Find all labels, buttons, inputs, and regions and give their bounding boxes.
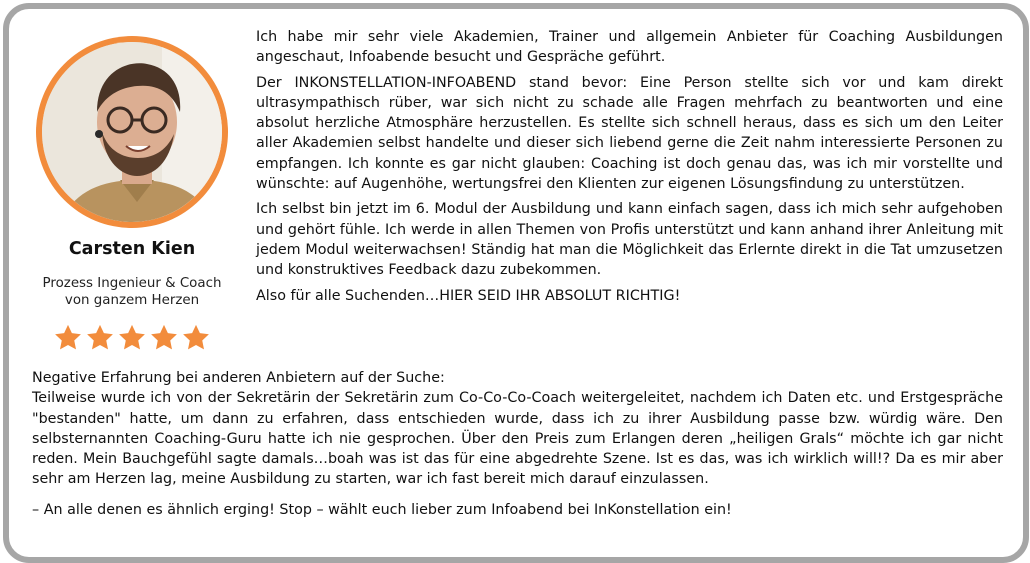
- negative-experience: [32, 368, 1003, 520]
- testimonial-paragraph: Also für alle Suchenden…HIER SEID IHR ABSOLUT RICHTIG!: [256, 287, 681, 304]
- star-icon: [117, 323, 147, 353]
- negative-heading: Negative Erfahrung bei anderen Anbietern auf der Suche:: [32, 370, 445, 386]
- author-role: [9, 275, 255, 309]
- star-icon: [85, 323, 115, 353]
- avatar-ring: [36, 36, 228, 228]
- author-role-line2: von ganzem Herzen: [64, 293, 200, 308]
- closing-statement: – An alle denen es ähnlich erging! Stop – wählt euch lieber zum Infoabend bei InKonstellation ein!: [32, 501, 732, 518]
- star-icon: [149, 323, 179, 353]
- author-name: Carsten Kien: [68, 239, 196, 259]
- testimonial-card: [3, 3, 1029, 563]
- avatar: [42, 42, 222, 222]
- testimonial-paragraph: Ich habe mir sehr viele Akademien, Trainer und allgemein Anbieter für Coaching Ausbildungen angeschaut, Infoabende besucht und Gespräche geführt.: [256, 29, 1003, 66]
- negative-text: Teilweise wurde ich von der Sekretärin der Sekretärin zum Co-Co-Co-Coach weitergeleitet, nachdem ich Daten etc. und Erstgespräche "bestanden" hatte, um dann zu erfahren, dass entschieden wurde, dass ich zu ihrer Ausbildung passe bzw. würdig wäre. Den selbsternannten Coaching-Guru hatte ich nie gesprochen. Über den Preis zum Erlangen deren „heiligen Grals“ möchte ich gar nicht reden. Mein Bauchgefühl sagte damals…boah was ist das für eine abgedrehte Szene. Ist es das, was ich wirklich will!? Da es mir aber sehr am Herzen lag, meine Ausbildung zu starten, war ich fast bereit mich darauf einzulassen.: [32, 390, 1003, 488]
- testimonial-body: [256, 27, 1003, 311]
- avatar-photo: [42, 42, 222, 222]
- star-rating: [53, 323, 211, 353]
- star-icon: [53, 323, 83, 353]
- author-role-line1: Prozess Ingenieur & Coach: [42, 276, 222, 291]
- star-icon: [181, 323, 211, 353]
- testimonial-paragraph: Ich selbst bin jetzt im 6. Modul der Ausbildung und kann einfach sagen, dass ich mich sehr aufgehoben und gehört fühle. Ich werde in allen Themen von Profis unterstützt und kann anhand ihrer Anleitung mit jedem Modul weiterwachsen! Ständig hat man die Möglichkeit das Erlernte direkt in die Tat umzusetzen und konstruktives Feedback dazu zubekommen.: [256, 201, 1003, 279]
- testimonial-paragraph: Der INKONSTELLATION-INFOABEND stand bevor: Eine Person stellte sich vor und kam direkt ultrasympathisch rüber, war sich nicht zu schade alle Fragen mehrfach zu beantworten und eine absolut herzliche Atmosphäre herzustellen. Es stellte sich schnell heraus, dass es sich um den Leiter aller Akademien selbst handelte und dieser sich liebend gerne die Zeit nahm interessierte Personen zu empfangen. Ich konnte es gar nicht glauben: Coaching ist doch genau das, was ich mir vorstellte und wünschte: auf Augenhöhe, wertungsfrei den Klienten zur eigenen Lösungsfindung zu unterstützen.: [256, 74, 1003, 193]
